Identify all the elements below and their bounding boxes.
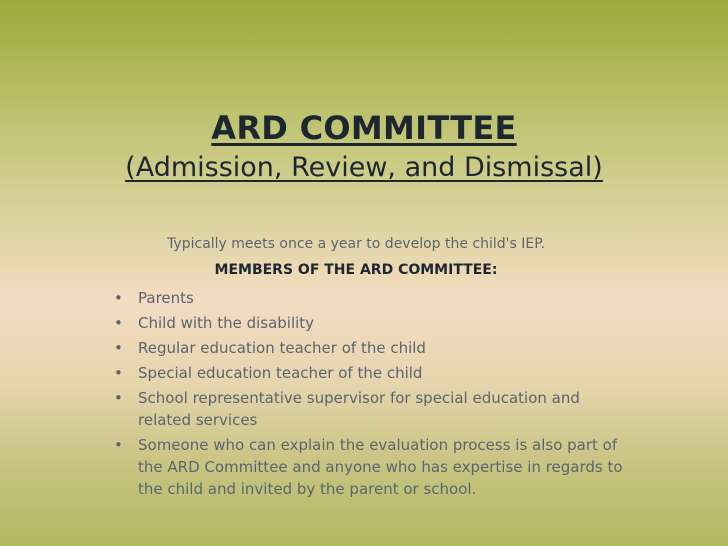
- list-item-text: Someone who can explain the evaluation process is also part of the ARD Committee and anyone who has expertise in regards to the child and invited by the parent or school.: [138, 436, 623, 498]
- intro-text: Typically meets once a year to develop the child's IEP.: [167, 236, 545, 252]
- list-item: [114, 337, 634, 359]
- slide-title: ARD COMMITTEE: [211, 109, 517, 147]
- members-list: [114, 287, 634, 503]
- list-item: [114, 287, 634, 309]
- list-item: [114, 387, 634, 431]
- bullet-icon: •: [114, 389, 123, 407]
- list-item-text: School representative supervisor for special education and related services: [138, 389, 580, 429]
- list-item-text: Special education teacher of the child: [138, 364, 423, 382]
- bullet-icon: •: [114, 314, 123, 332]
- members-heading: MEMBERS OF THE ARD COMMITTEE:: [214, 262, 498, 278]
- list-item: [114, 312, 634, 334]
- list-item-text: Regular education teacher of the child: [138, 339, 426, 357]
- title-block: [0, 108, 728, 186]
- list-item-text: Child with the disability: [138, 314, 315, 332]
- bullet-icon: •: [114, 289, 123, 307]
- bullet-icon: •: [114, 364, 123, 382]
- slide-subtitle: (Admission, Review, and Dismissal): [125, 152, 603, 183]
- bullet-icon: •: [114, 436, 123, 454]
- bullet-icon: •: [114, 339, 123, 357]
- list-item-text: Parents: [138, 289, 194, 307]
- list-item: [114, 362, 634, 384]
- list-item: [114, 434, 634, 500]
